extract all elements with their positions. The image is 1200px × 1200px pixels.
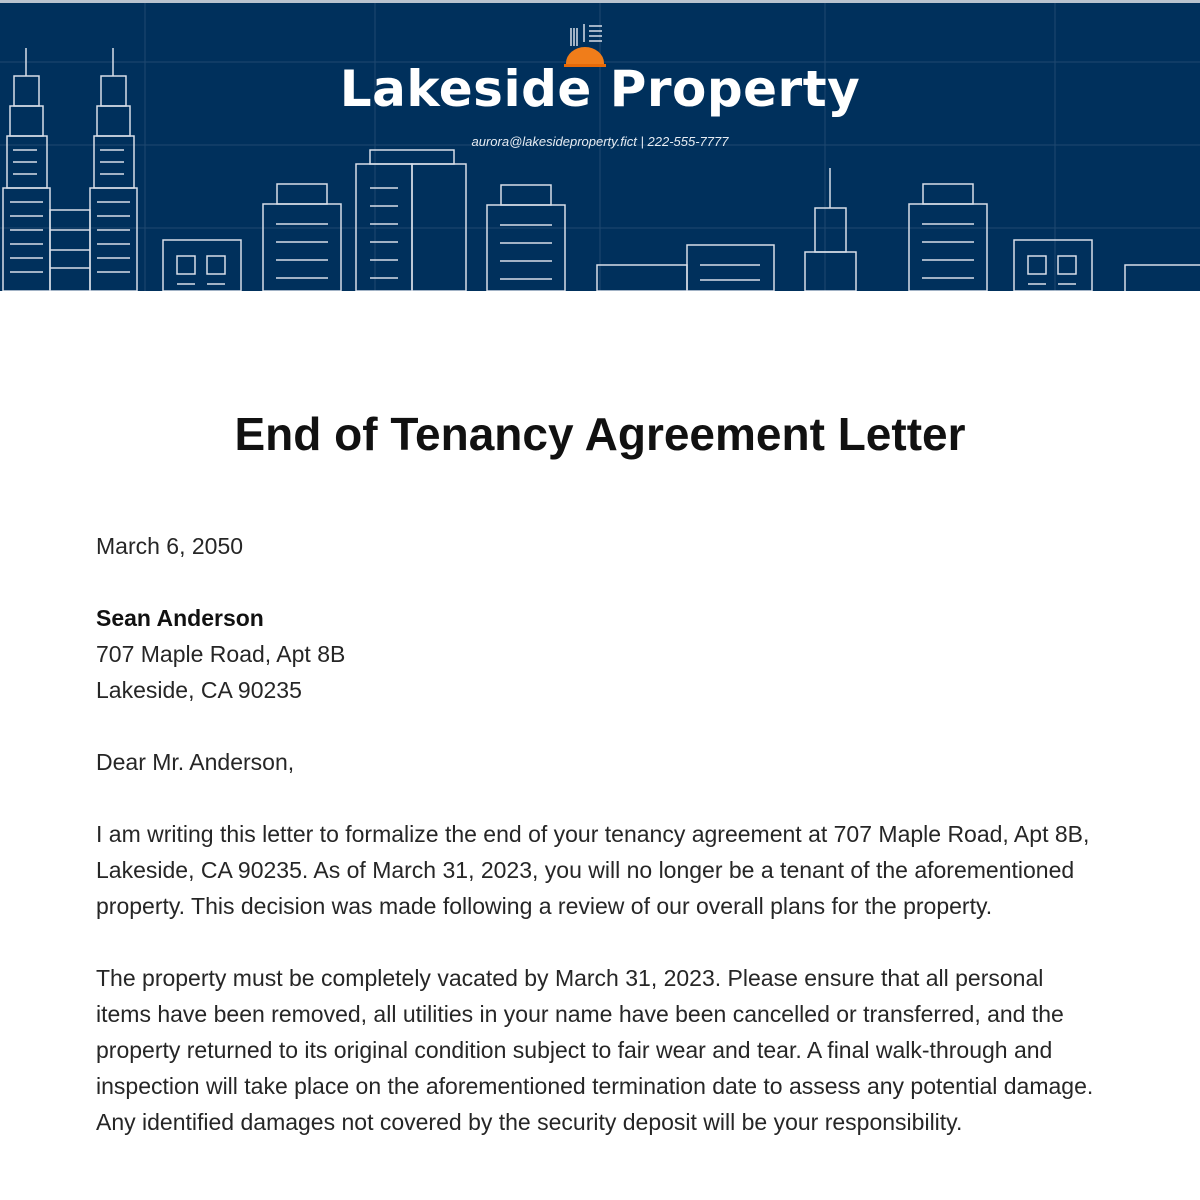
brand-contact-line: aurora@lakesideproperty.fict | 222-555-7777: [471, 134, 729, 149]
salutation: Dear Mr. Anderson,: [96, 749, 295, 775]
letterhead-banner: [0, 0, 1200, 291]
body-paragraph-2: The property must be completely vacated by March 31, 2023. Please ensure that all personal items have been removed, all utilities in your name have been cancelled or transferred, and the property returned to its original condition subject to fair wear and tear. A final walk-through and inspection will take place on the aforementioned termination date to assess any potential damage. Any identified damages not covered by the security deposit will be your responsibility.: [96, 965, 1094, 1135]
body-paragraph-1: I am writing this letter to formalize the end of your tenancy agreement at 707 Maple Road, Apt 8B, Lakeside, CA 90235. As of March 31, 2023, you will no longer be a tenant of the aforementioned property. This decision was made following a review of our overall plans for the property.: [96, 821, 1090, 919]
recipient-block: [96, 600, 1096, 708]
letter-date: March 6, 2050: [96, 533, 244, 559]
letter-body: [96, 528, 1096, 1176]
recipient-name: Sean Anderson: [96, 605, 264, 631]
brand-name: Lakeside Property: [339, 60, 861, 118]
recipient-address-line1: 707 Maple Road, Apt 8B: [96, 641, 346, 667]
recipient-address-line2: Lakeside, CA 90235: [96, 677, 302, 703]
document-title: End of Tenancy Agreement Letter: [234, 408, 966, 460]
